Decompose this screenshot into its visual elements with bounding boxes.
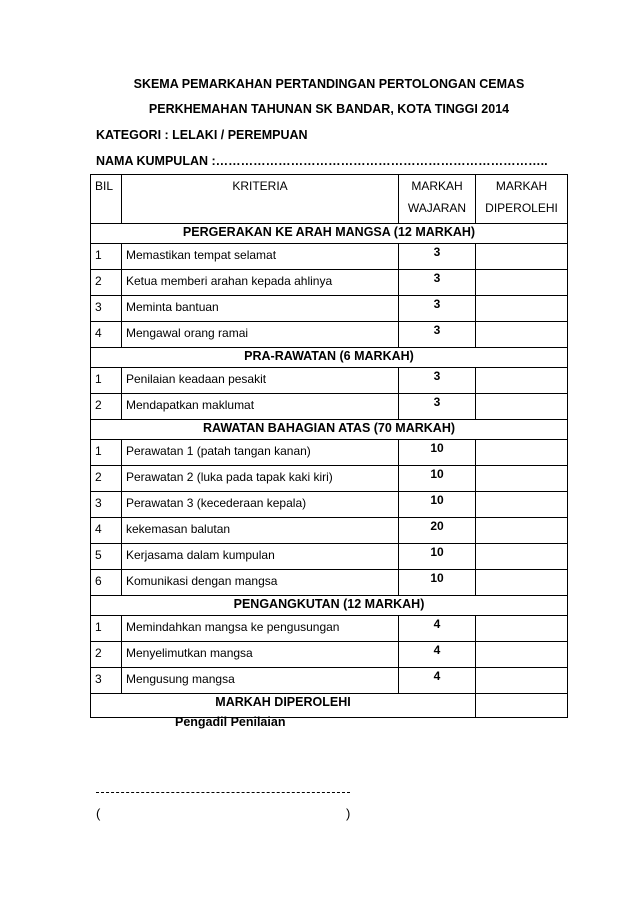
kriteria-cell: kekemasan balutan <box>122 518 399 544</box>
section-header-row <box>91 596 568 616</box>
paren-close: ) <box>346 806 351 821</box>
diperolehi-cell[interactable] <box>476 466 568 492</box>
section-header-row <box>91 420 568 440</box>
table-body <box>91 224 568 694</box>
kriteria-cell: Mengusung mangsa <box>122 668 399 694</box>
wajaran-cell: 3 <box>399 394 476 420</box>
document-title-line-2: PERKHEMAHAN TAHUNAN SK BANDAR, KOTA TINGGI 2014 <box>148 102 510 116</box>
wajaran-cell: 3 <box>399 270 476 296</box>
bil-cell: 1 <box>91 244 122 270</box>
bil-cell: 6 <box>91 570 122 596</box>
paren-open: ( <box>96 806 101 821</box>
bil-cell: 4 <box>91 518 122 544</box>
bil-cell: 2 <box>91 466 122 492</box>
diperolehi-cell[interactable] <box>476 544 568 570</box>
diperolehi-cell[interactable] <box>476 440 568 466</box>
table-row <box>91 518 568 544</box>
document-title-line-1: SKEMA PEMARKAHAN PERTANDINGAN PERTOLONGAN CEMAS <box>133 77 525 91</box>
header-bil: BIL <box>91 175 122 224</box>
bil-cell: 2 <box>91 270 122 296</box>
table-row <box>91 244 568 270</box>
wajaran-cell: 10 <box>399 492 476 518</box>
section-title: PERGERAKAN KE ARAH MANGSA (12 MARKAH) <box>91 224 568 244</box>
diperolehi-cell[interactable] <box>476 322 568 348</box>
bil-cell: 2 <box>91 394 122 420</box>
wajaran-cell: 3 <box>399 296 476 322</box>
total-row <box>91 694 568 718</box>
header-kriteria: KRITERIA <box>122 175 399 224</box>
diperolehi-cell[interactable] <box>476 394 568 420</box>
table-row <box>91 322 568 348</box>
diperolehi-cell[interactable] <box>476 642 568 668</box>
kriteria-cell: Memastikan tempat selamat <box>122 244 399 270</box>
header-markah-wajaran: MARKAH WAJARAN <box>399 175 476 224</box>
table-row <box>91 544 568 570</box>
kriteria-cell: Perawatan 1 (patah tangan kanan) <box>122 440 399 466</box>
diperolehi-cell[interactable] <box>476 492 568 518</box>
kriteria-cell: Menyelimutkan mangsa <box>122 642 399 668</box>
diperolehi-cell[interactable] <box>476 668 568 694</box>
bil-cell: 1 <box>91 440 122 466</box>
diperolehi-cell[interactable] <box>476 244 568 270</box>
table-row <box>91 616 568 642</box>
wajaran-cell: 3 <box>399 244 476 270</box>
table-row <box>91 394 568 420</box>
section-header-row <box>91 224 568 244</box>
bil-cell: 2 <box>91 642 122 668</box>
judge-label: Pengadil Penilaian <box>175 715 286 729</box>
header-markah-diperolehi: MARKAH DIPEROLEHI <box>476 175 568 224</box>
diperolehi-cell[interactable] <box>476 616 568 642</box>
bil-cell: 3 <box>91 492 122 518</box>
kriteria-cell: Kerjasama dalam kumpulan <box>122 544 399 570</box>
wajaran-cell: 20 <box>399 518 476 544</box>
wajaran-cell: 10 <box>399 466 476 492</box>
total-label: MARKAH DIPEROLEHI <box>91 694 476 718</box>
diperolehi-cell[interactable] <box>476 270 568 296</box>
bil-cell: 5 <box>91 544 122 570</box>
section-title: PENGANGKUTAN (12 MARKAH) <box>91 596 568 616</box>
wajaran-cell: 3 <box>399 368 476 394</box>
bil-cell: 1 <box>91 368 122 394</box>
table-row <box>91 270 568 296</box>
kategori-line: KATEGORI : LELAKI / PEREMPUAN <box>96 128 308 142</box>
diperolehi-cell[interactable] <box>476 570 568 596</box>
total-score-cell[interactable] <box>476 694 568 718</box>
section-title: PRA-RAWATAN (6 MARKAH) <box>91 348 568 368</box>
bil-cell: 1 <box>91 616 122 642</box>
kriteria-cell: Mengawal orang ramai <box>122 322 399 348</box>
table-row <box>91 368 568 394</box>
kriteria-cell: Memindahkan mangsa ke pengusungan <box>122 616 399 642</box>
signature-line <box>96 792 350 793</box>
wajaran-cell: 4 <box>399 616 476 642</box>
kriteria-cell: Ketua memberi arahan kepada ahlinya <box>122 270 399 296</box>
diperolehi-cell[interactable] <box>476 518 568 544</box>
table-header-row <box>91 175 568 224</box>
table-row <box>91 642 568 668</box>
wajaran-cell: 4 <box>399 668 476 694</box>
table-row <box>91 466 568 492</box>
bil-cell: 3 <box>91 296 122 322</box>
table-row <box>91 492 568 518</box>
kriteria-cell: Komunikasi dengan mangsa <box>122 570 399 596</box>
bil-cell: 3 <box>91 668 122 694</box>
kriteria-cell: Meminta bantuan <box>122 296 399 322</box>
section-title: RAWATAN BAHAGIAN ATAS (70 MARKAH) <box>91 420 568 440</box>
diperolehi-cell[interactable] <box>476 368 568 394</box>
table-row <box>91 440 568 466</box>
kriteria-cell: Penilaian keadaan pesakit <box>122 368 399 394</box>
diperolehi-cell[interactable] <box>476 296 568 322</box>
wajaran-cell: 4 <box>399 642 476 668</box>
wajaran-cell: 10 <box>399 544 476 570</box>
table-row <box>91 296 568 322</box>
table-row <box>91 570 568 596</box>
bil-cell: 4 <box>91 322 122 348</box>
wajaran-cell: 10 <box>399 570 476 596</box>
kriteria-cell: Perawatan 3 (kecederaan kepala) <box>122 492 399 518</box>
wajaran-cell: 10 <box>399 440 476 466</box>
scoring-table <box>90 174 568 718</box>
table-row <box>91 668 568 694</box>
kriteria-cell: Mendapatkan maklumat <box>122 394 399 420</box>
wajaran-cell: 3 <box>399 322 476 348</box>
nama-kumpulan-line: NAMA KUMPULAN :…………………………………………………………………….. <box>96 154 548 168</box>
section-header-row <box>91 348 568 368</box>
kriteria-cell: Perawatan 2 (luka pada tapak kaki kiri) <box>122 466 399 492</box>
